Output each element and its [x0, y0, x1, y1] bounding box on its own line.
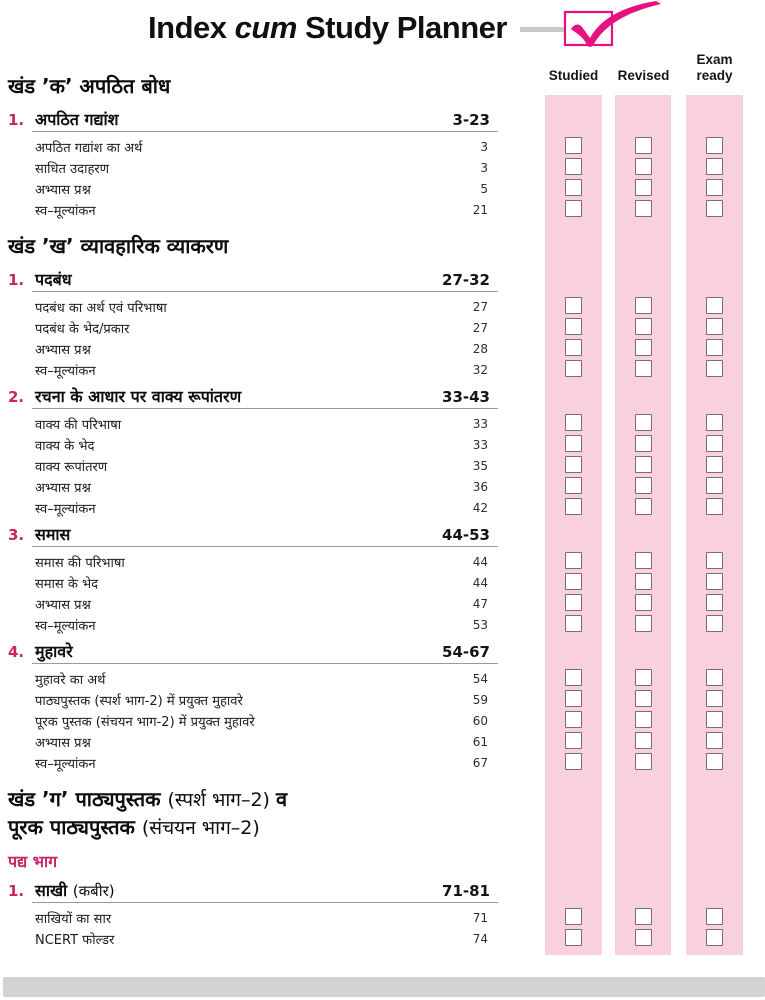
toc-item-row	[35, 178, 490, 199]
toc-item-label: अभ्यास प्रश्न	[35, 182, 91, 198]
checkbox-exam-ready[interactable]	[706, 690, 723, 707]
toc-item-row	[35, 752, 490, 773]
chapter-title	[35, 386, 442, 407]
chapter-row	[8, 641, 490, 664]
chapter-row	[8, 109, 490, 132]
checkbox-exam-ready[interactable]	[706, 137, 723, 154]
toc-item-label: वाक्य के भेद	[35, 438, 95, 454]
chapter-title-text: रचना के आधार पर वाक्य रूपांतरण	[35, 387, 242, 406]
toc-item-row	[35, 359, 490, 380]
toc-item-row	[35, 614, 490, 635]
toc-item-label: अपठित गद्यांश का अर्थ	[35, 140, 143, 156]
chapter-underline	[32, 546, 498, 547]
section-heading-text: (स्पर्श भाग–2)	[167, 789, 277, 811]
chapter-page-range: 33-43	[442, 388, 490, 406]
checkbox-studied[interactable]	[565, 158, 582, 175]
toc-item-page: 5	[480, 181, 488, 196]
chapter-title	[35, 109, 452, 130]
checkbox-revised[interactable]	[635, 297, 652, 314]
chapter-page-range: 44-53	[442, 526, 490, 544]
chapter-underline	[32, 408, 498, 409]
checkbox-exam-ready[interactable]	[706, 908, 723, 925]
toc-item-page: 44	[472, 554, 488, 569]
checkbox-revised[interactable]	[635, 318, 652, 335]
chapter-underline	[32, 902, 498, 903]
chapter-title	[35, 641, 442, 662]
toc-item-page: 42	[472, 500, 488, 515]
checkbox-exam-ready[interactable]	[706, 456, 723, 473]
toc-item-row	[35, 593, 490, 614]
checkbox-revised[interactable]	[635, 137, 652, 154]
checkbox-revised[interactable]	[635, 179, 652, 196]
toc-item-page: 60	[472, 713, 488, 728]
toc-item-row	[35, 413, 490, 434]
chapter-title-suffix: (कबीर)	[72, 882, 115, 900]
toc-item-label: NCERT फोल्डर	[35, 932, 115, 948]
chapter-row	[8, 880, 490, 903]
chapter-number: 2.	[8, 388, 25, 406]
toc-item-row	[35, 710, 490, 731]
checkbox-revised[interactable]	[635, 435, 652, 452]
toc-item-page: 36	[472, 479, 488, 494]
chapter-title-text: मुहावरे	[35, 642, 73, 661]
checkbox-studied[interactable]	[565, 137, 582, 154]
chapter-page-range: 3-23	[452, 111, 490, 129]
toc-item-page: 61	[472, 734, 488, 749]
checkbox-revised[interactable]	[635, 360, 652, 377]
toc-item-page: 33	[472, 416, 488, 431]
column-header-exam-ready: Exam ready	[696, 52, 733, 83]
toc-item-label: स्व–मूल्यांकन	[35, 618, 96, 634]
toc-item-page: 3	[480, 160, 488, 175]
checkbox-studied[interactable]	[565, 200, 582, 217]
section-heading	[8, 786, 765, 842]
chapter-title	[35, 524, 442, 545]
toc-item-label: अभ्यास प्रश्न	[35, 735, 91, 751]
chapter-title-text: अपठित गद्यांश	[35, 110, 119, 129]
section-heading-text: खंड ’ख’ व्यावहारिक व्याकरण	[8, 234, 229, 258]
column-header-revised: Revised	[617, 68, 670, 83]
toc-item-label: पदबंध का अर्थ एवं परिभाषा	[35, 300, 167, 316]
checkbox-exam-ready[interactable]	[706, 552, 723, 569]
toc-item-label: अभ्यास प्रश्न	[35, 597, 91, 613]
checkbox-revised[interactable]	[635, 669, 652, 686]
toc-item-page: 27	[472, 320, 488, 335]
toc-item-page: 27	[472, 299, 488, 314]
toc-item-page: 44	[472, 575, 488, 590]
checkbox-revised[interactable]	[635, 573, 652, 590]
checkbox-exam-ready[interactable]	[706, 318, 723, 335]
toc-item-label: पाठ्यपुस्तक (स्पर्श भाग-2) में प्रयुक्त मुहावरे	[35, 693, 243, 709]
checkbox-revised[interactable]	[635, 456, 652, 473]
checkbox-revised[interactable]	[635, 414, 652, 431]
chapter-underline	[32, 131, 498, 132]
toc-item-page: 47	[472, 596, 488, 611]
toc-item-page: 54	[472, 671, 488, 686]
checkbox-revised[interactable]	[635, 753, 652, 770]
toc-item-label: समास की परिभाषा	[35, 555, 125, 571]
checkbox-exam-ready[interactable]	[706, 929, 723, 946]
section-heading-text: खंड ’क’ अपठित बोध	[8, 74, 171, 98]
toc-item-row	[35, 572, 490, 593]
checkbox-studied[interactable]	[565, 552, 582, 569]
checkbox-revised[interactable]	[635, 339, 652, 356]
chapter-row	[8, 386, 490, 409]
chapter-title-text: पदबंध	[35, 270, 72, 289]
checkbox-studied[interactable]	[565, 435, 582, 452]
section-heading-text: खंड ’ग’ पाठ्यपुस्तक	[8, 787, 168, 811]
checkbox-revised[interactable]	[635, 498, 652, 515]
checkbox-studied[interactable]	[565, 690, 582, 707]
toc-item-row	[35, 689, 490, 710]
toc-item-label: स्व–मूल्यांकन	[35, 363, 96, 379]
page-title-index: Index	[148, 10, 227, 45]
page-title-rest: Study Planner	[305, 10, 507, 45]
checkbox-exam-ready[interactable]	[706, 498, 723, 515]
section-heading-text: (संचयन भाग–2)	[141, 817, 260, 839]
chapter-underline	[32, 663, 498, 664]
checkbox-studied[interactable]	[565, 908, 582, 925]
checkbox-studied[interactable]	[565, 414, 582, 431]
toc-item-row	[35, 455, 490, 476]
checkbox-exam-ready[interactable]	[706, 414, 723, 431]
chapter-number: 3.	[8, 526, 25, 544]
checkbox-exam-ready[interactable]	[706, 753, 723, 770]
checkbox-revised[interactable]	[635, 200, 652, 217]
checkbox-exam-ready[interactable]	[706, 179, 723, 196]
checkbox-studied[interactable]	[565, 360, 582, 377]
checkbox-studied[interactable]	[565, 615, 582, 632]
toc-item-row	[35, 199, 490, 220]
toc-item-label: अभ्यास प्रश्न	[35, 480, 91, 496]
toc-item-label: वाक्य रूपांतरण	[35, 459, 108, 475]
chapter-page-range: 71-81	[442, 882, 490, 900]
checkbox-studied[interactable]	[565, 456, 582, 473]
checkbox-studied[interactable]	[565, 753, 582, 770]
chapter-number: 1.	[8, 111, 25, 129]
toc-item-row	[35, 497, 490, 518]
checkbox-exam-ready[interactable]	[706, 360, 723, 377]
checkbox-revised[interactable]	[635, 552, 652, 569]
toc-item-label: पदबंध के भेद/प्रकार	[35, 321, 130, 337]
toc-item-label: समास के भेद	[35, 576, 99, 592]
toc-item-page: 74	[472, 931, 488, 946]
checkbox-studied[interactable]	[565, 732, 582, 749]
chapter-title-text: साखी	[35, 881, 73, 900]
toc-item-row	[35, 136, 490, 157]
checkbox-studied[interactable]	[565, 498, 582, 515]
checkbox-exam-ready[interactable]	[706, 732, 723, 749]
toc-item-row	[35, 317, 490, 338]
toc-item-page: 3	[480, 139, 488, 154]
checkbox-exam-ready[interactable]	[706, 435, 723, 452]
checkbox-studied[interactable]	[565, 929, 582, 946]
checkbox-studied[interactable]	[565, 339, 582, 356]
checkbox-exam-ready[interactable]	[706, 615, 723, 632]
chapter-number: 1.	[8, 882, 25, 900]
section-heading-text: पूरक पाठ्यपुस्तक	[8, 815, 142, 839]
chapter-title	[35, 880, 442, 902]
section-heading-line	[8, 786, 765, 814]
toc-item-row	[35, 668, 490, 689]
toc-item-row	[35, 731, 490, 752]
checkbox-revised[interactable]	[635, 711, 652, 728]
toc-item-page: 35	[472, 458, 488, 473]
section-heading	[8, 73, 765, 100]
checkbox-studied[interactable]	[565, 573, 582, 590]
chapter-underline	[32, 291, 498, 292]
checkbox-exam-ready[interactable]	[706, 477, 723, 494]
toc-item-row	[35, 434, 490, 455]
toc-item-row	[35, 157, 490, 178]
chapter-number: 1.	[8, 271, 25, 289]
toc-item-page: 32	[472, 362, 488, 377]
checkbox-studied[interactable]	[565, 179, 582, 196]
page-title-cum: cum	[234, 10, 297, 45]
toc-item-page: 71	[472, 910, 488, 925]
toc-item-page: 59	[472, 692, 488, 707]
toc-item-label: स्व–मूल्यांकन	[35, 756, 96, 772]
toc-item-label: मुहावरे का अर्थ	[35, 672, 106, 688]
checkbox-studied[interactable]	[565, 669, 582, 686]
checkbox-exam-ready[interactable]	[706, 200, 723, 217]
chapter-page-range: 27-32	[442, 271, 490, 289]
checkbox-revised[interactable]	[635, 594, 652, 611]
chapter-row	[8, 269, 490, 292]
chapter-title-text: समास	[35, 525, 71, 544]
checkbox-revised[interactable]	[635, 908, 652, 925]
checkmark-logo-icon	[558, 0, 670, 52]
checkbox-revised[interactable]	[635, 690, 652, 707]
toc-item-page: 67	[472, 755, 488, 770]
checkbox-exam-ready[interactable]	[706, 573, 723, 590]
toc-item-label: पूरक पुस्तक (संचयन भाग-2) में प्रयुक्त मुहावरे	[35, 714, 255, 730]
toc-item-label: साखियों का सार	[35, 911, 112, 927]
checkbox-exam-ready[interactable]	[706, 594, 723, 611]
chapter-row	[8, 524, 490, 547]
toc-item-label: वाक्य की परिभाषा	[35, 417, 122, 433]
column-header-studied: Studied	[548, 68, 599, 83]
checkbox-exam-ready[interactable]	[706, 711, 723, 728]
section-subheading: पद्य भाग	[8, 852, 58, 871]
checkbox-revised[interactable]	[635, 477, 652, 494]
checkbox-exam-ready[interactable]	[706, 339, 723, 356]
checkbox-studied[interactable]	[565, 318, 582, 335]
toc-item-page: 33	[472, 437, 488, 452]
checkbox-revised[interactable]	[635, 158, 652, 175]
section-heading	[8, 233, 765, 260]
checkbox-studied[interactable]	[565, 711, 582, 728]
chapter-title	[35, 269, 442, 290]
toc-item-label: साधित उदाहरण	[35, 161, 110, 177]
table-of-contents	[0, 73, 765, 949]
toc-item-label: स्व–मूल्यांकन	[35, 203, 96, 219]
section-heading-line	[8, 814, 765, 842]
toc-item-row	[35, 296, 490, 317]
checkbox-studied[interactable]	[565, 297, 582, 314]
checkbox-exam-ready[interactable]	[706, 158, 723, 175]
bottom-bar	[3, 977, 765, 997]
checkbox-exam-ready[interactable]	[706, 669, 723, 686]
toc-item-row	[35, 338, 490, 359]
toc-item-row	[35, 928, 490, 949]
checkbox-revised[interactable]	[635, 732, 652, 749]
checkbox-revised[interactable]	[635, 929, 652, 946]
section-heading-line	[8, 73, 765, 100]
toc-item-page: 28	[472, 341, 488, 356]
toc-item-row	[35, 476, 490, 497]
toc-item-row	[35, 551, 490, 572]
toc-item-row	[35, 907, 490, 928]
toc-item-page: 53	[472, 617, 488, 632]
chapter-number: 4.	[8, 643, 25, 661]
section-heading-line	[8, 233, 765, 260]
section-heading-text: व	[276, 787, 288, 811]
chapter-page-range: 54-67	[442, 643, 490, 661]
checkbox-studied[interactable]	[565, 594, 582, 611]
checkbox-revised[interactable]	[635, 615, 652, 632]
toc-item-label: स्व–मूल्यांकन	[35, 501, 96, 517]
toc-item-page: 21	[472, 202, 488, 217]
checkbox-studied[interactable]	[565, 477, 582, 494]
checkbox-exam-ready[interactable]	[706, 297, 723, 314]
toc-item-label: अभ्यास प्रश्न	[35, 342, 91, 358]
